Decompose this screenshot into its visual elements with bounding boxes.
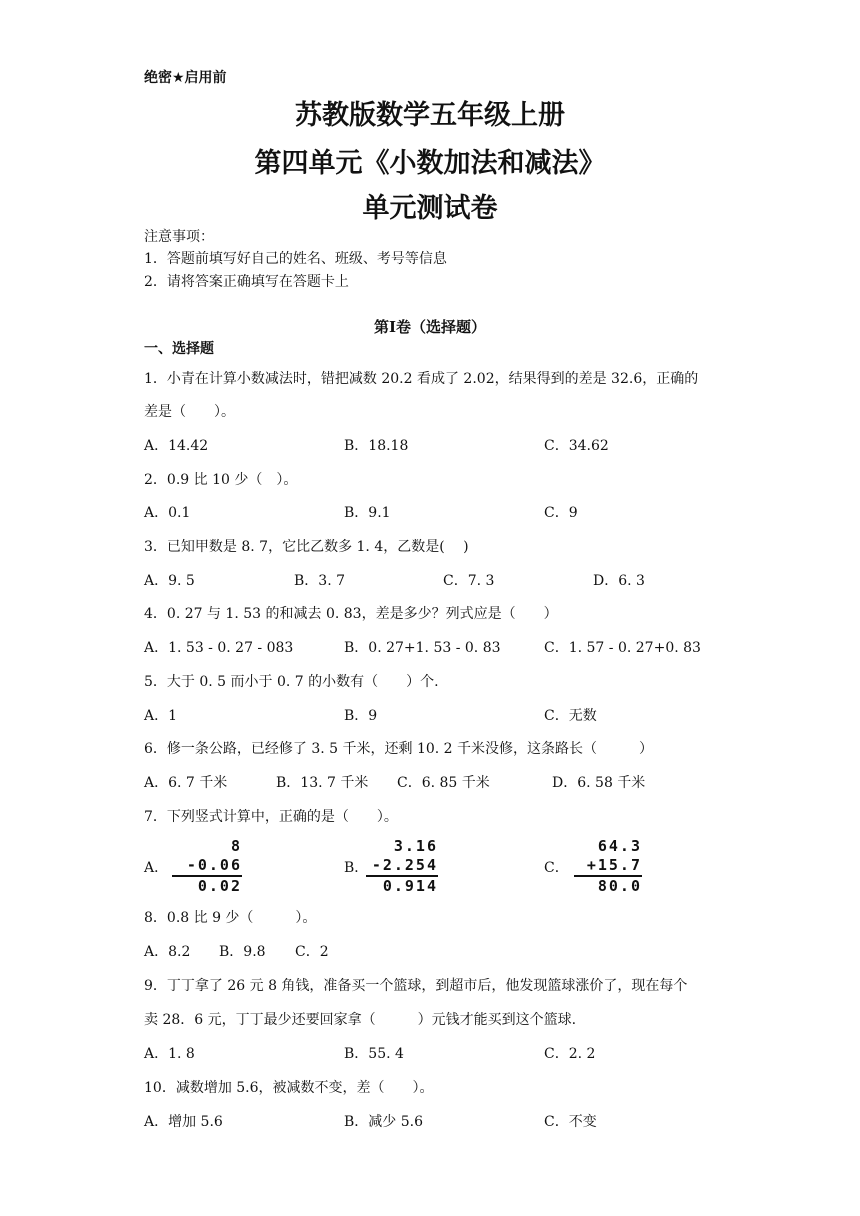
calc-result: 0.02 xyxy=(172,875,242,896)
option-b: B．减少 5.6 xyxy=(344,1114,424,1130)
vertical-calc-a xyxy=(172,837,242,896)
option-b: B．9 xyxy=(344,708,378,724)
calc-top: 3.16 xyxy=(393,837,438,855)
option-c: C．2 xyxy=(295,944,329,960)
option-a: A．1 xyxy=(144,708,178,724)
option-d: D．6. 58 千米 xyxy=(552,775,646,791)
option-a: A． xyxy=(144,860,169,876)
question-stem: 5．大于 0. 5 而小于 0. 7 的小数有（ ）个. xyxy=(144,674,439,690)
calc-result: 80.0 xyxy=(574,875,642,896)
question-stem: 1．小青在计算小数减法时，错把减数 20.2 看成了 2.02，结果得到的差是 32.6，正确的 xyxy=(144,371,699,387)
secret-label: 绝密★启用前 xyxy=(144,70,227,86)
option-c: C．2. 2 xyxy=(544,1046,596,1062)
option-b: B．9.1 xyxy=(344,505,391,521)
option-b: B．3. 7 xyxy=(294,573,346,589)
question-stem: 6．修一条公路，已经修了 3. 5 千米，还剩 10. 2 千米没修，这条路长（ ） xyxy=(144,741,654,757)
option-a: A．6. 7 千米 xyxy=(144,775,228,791)
option-c: C．无数 xyxy=(544,708,597,724)
question-stem-cont: 差是（ ）。 xyxy=(144,404,235,420)
unit-title: 第四单元《小数加法和减法》 xyxy=(254,148,606,179)
notes-heading: 注意事项： xyxy=(144,229,214,245)
option-b: B．55. 4 xyxy=(344,1046,404,1062)
option-c: C．6. 85 千米 xyxy=(397,775,490,791)
vertical-calc-c xyxy=(574,837,642,896)
option-c: C．不变 xyxy=(544,1114,597,1130)
calc-mid: +15.7 xyxy=(586,856,642,874)
option-a: A．8.2 xyxy=(144,944,191,960)
part-title: 第Ⅰ卷（选择题） xyxy=(373,318,487,336)
calc-mid: -0.06 xyxy=(186,856,242,874)
question-stem: 9．丁丁拿了 26 元 8 角钱，准备买一个篮球，到超市后，他发现篮球涨价了，现在每个 xyxy=(144,978,688,994)
option-c: C．9 xyxy=(544,505,578,521)
question-stem: 2．0.9 比 10 少（ ）。 xyxy=(144,472,298,488)
option-a: A．1. 53 - 0. 27 - 083 xyxy=(144,640,294,656)
section-title: 一、选择题 xyxy=(144,341,214,357)
question-stem: 3．已知甲数是 8. 7，它比乙数多 1. 4，乙数是( ) xyxy=(144,539,469,555)
option-b: B．0. 27+1. 53 - 0. 83 xyxy=(344,640,501,656)
notes-item-1: 1．答题前填写好自己的姓名、班级、考号等信息 xyxy=(144,251,447,267)
option-b: B．9.8 xyxy=(219,944,266,960)
calc-top: 64.3 xyxy=(597,837,642,855)
question-stem: 7．下列竖式计算中，正确的是（ ）。 xyxy=(144,809,398,825)
option-a: A．增加 5.6 xyxy=(144,1114,223,1130)
notes-item-2: 2．请将答案正确填写在答题卡上 xyxy=(144,274,349,290)
option-b: B． xyxy=(344,860,369,876)
option-c: C．1. 57 - 0. 27+0. 83 xyxy=(544,640,701,656)
calc-top: 8 xyxy=(230,837,242,855)
question-stem: 4．0. 27 与 1. 53 的和减去 0. 83，差是多少？列式应是（ ） xyxy=(144,606,558,622)
question-stem: 8．0.8 比 9 少（ ）。 xyxy=(144,910,317,926)
test-title: 单元测试卷 xyxy=(362,193,498,224)
option-b: B．13. 7 千米 xyxy=(276,775,369,791)
question-stem-cont: 卖 28．6 元，丁丁最少还要回家拿（ ）元钱才能买到这个篮球. xyxy=(144,1012,577,1028)
exam-title: 苏教版数学五年级上册 xyxy=(295,100,565,131)
option-a: A．14.42 xyxy=(144,438,209,454)
calc-result: 0.914 xyxy=(366,875,438,896)
option-a: A．0.1 xyxy=(144,505,191,521)
option-c: C． xyxy=(544,860,569,876)
calc-mid: -2.254 xyxy=(371,856,438,874)
option-a: A．1. 8 xyxy=(144,1046,195,1062)
question-stem: 10．减数增加 5.6，被减数不变，差（ ）。 xyxy=(144,1080,434,1096)
vertical-calc-b xyxy=(366,837,438,896)
option-c: C．34.62 xyxy=(544,438,609,454)
option-c: C．7. 3 xyxy=(443,573,495,589)
option-a: A．9. 5 xyxy=(144,573,195,589)
option-d: D．6. 3 xyxy=(593,573,645,589)
option-b: B．18.18 xyxy=(344,438,409,454)
